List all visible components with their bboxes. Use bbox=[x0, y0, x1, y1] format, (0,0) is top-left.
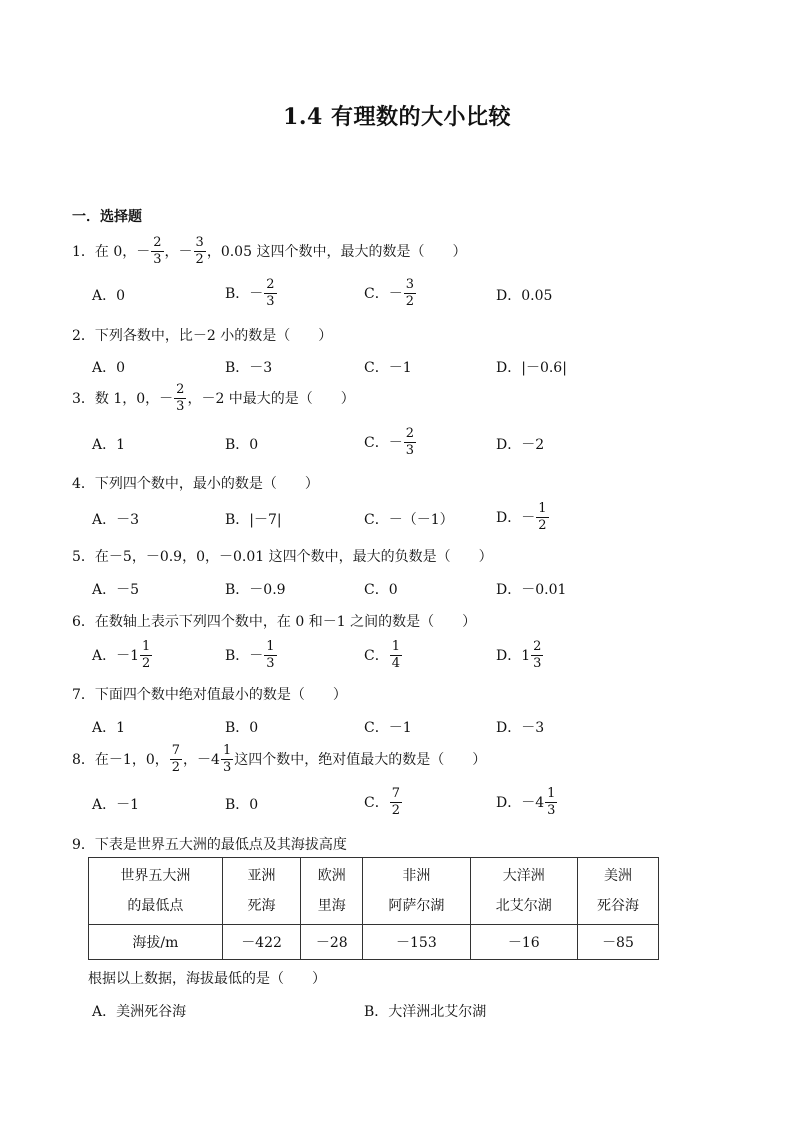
q4-option-d[interactable] bbox=[496, 502, 550, 532]
header-line-1: 非洲 bbox=[402, 868, 431, 884]
q1-option-c[interactable] bbox=[364, 278, 417, 308]
q6-option-c-den: 4 bbox=[391, 655, 400, 671]
table-header-row bbox=[89, 858, 659, 925]
q1-fraction-2-den: 2 bbox=[195, 251, 204, 267]
question-5: 5．在－5，－0.9，0，－0.01 这四个数中，最大的负数是（ ） bbox=[72, 549, 493, 565]
q1-fraction-1-den: 3 bbox=[153, 251, 162, 267]
header-line-2: 死海 bbox=[247, 898, 276, 914]
q7-option-c[interactable]: C．－1 bbox=[364, 720, 412, 736]
header-line-1: 欧洲 bbox=[317, 868, 346, 884]
q3-option-c[interactable] bbox=[364, 427, 417, 457]
q1-fraction-2-num: 3 bbox=[195, 235, 204, 250]
q8-fraction-1 bbox=[170, 744, 182, 774]
q6-option-b-fraction bbox=[264, 640, 276, 670]
q1-fraction-2 bbox=[194, 236, 206, 266]
q4-option-c[interactable]: C．－（－1） bbox=[364, 512, 454, 528]
q6-option-a-fraction bbox=[140, 640, 152, 670]
q6-option-b-num: 1 bbox=[266, 639, 275, 654]
q3-option-c-pre: C．－ bbox=[364, 435, 403, 452]
q5-option-c[interactable]: C．0 bbox=[364, 582, 398, 598]
q5-option-a[interactable]: A．－5 bbox=[92, 582, 140, 598]
q6-option-b-den: 3 bbox=[266, 655, 275, 671]
q8-fraction-2 bbox=[221, 744, 233, 774]
q8-option-c-den: 2 bbox=[391, 802, 400, 818]
question-7: 7．下面四个数中绝对值最小的数是（ ） bbox=[72, 687, 347, 703]
page-title: 1.4 有理数的大小比较 bbox=[283, 104, 511, 130]
table-header-cell bbox=[363, 858, 470, 925]
table-header-cell bbox=[222, 858, 301, 925]
q3-fraction-num: 2 bbox=[176, 382, 185, 397]
q8-option-c-pre: C． bbox=[364, 795, 389, 812]
q8-fraction-1-num: 7 bbox=[171, 743, 181, 758]
q8-option-c-num: 7 bbox=[391, 786, 400, 801]
header-line-2: 里海 bbox=[317, 898, 346, 914]
q6-option-c-num: 1 bbox=[391, 639, 400, 654]
table-cell: －16 bbox=[470, 925, 577, 960]
question-8 bbox=[72, 744, 486, 774]
q1-fraction-1-num: 2 bbox=[153, 235, 162, 250]
section-heading: 一．选择题 bbox=[72, 209, 142, 225]
q4-option-d-pre: D．－ bbox=[496, 510, 536, 527]
q6-option-d-den: 3 bbox=[533, 655, 542, 671]
q2-option-d[interactable]: D．|－0.6| bbox=[496, 360, 567, 376]
q6-option-a-den: 2 bbox=[142, 655, 151, 671]
q6-option-d-pre: D．1 bbox=[496, 648, 531, 665]
q2-option-b[interactable]: B．－3 bbox=[225, 360, 273, 376]
lowest-points-table bbox=[88, 857, 659, 960]
q8-option-d-pre: D．－4 bbox=[496, 795, 545, 812]
q3-option-c-num: 2 bbox=[405, 426, 414, 441]
q2-option-c[interactable]: C．－1 bbox=[364, 360, 412, 376]
q7-option-b[interactable]: B．0 bbox=[225, 720, 259, 736]
q1-option-a[interactable]: A．0 bbox=[92, 288, 126, 304]
q1-option-b-fraction bbox=[264, 278, 276, 308]
q1-option-b[interactable] bbox=[225, 278, 278, 308]
q1-option-c-fraction bbox=[404, 278, 416, 308]
q7-option-d[interactable]: D．－3 bbox=[496, 720, 545, 736]
q8-text-pre: 8．在－1，0， bbox=[72, 752, 169, 769]
q6-option-c-pre: C． bbox=[364, 648, 389, 665]
q6-option-a-num: 1 bbox=[142, 639, 151, 654]
header-line-1: 亚洲 bbox=[247, 868, 276, 884]
q1-text-mid: ，－ bbox=[164, 244, 193, 261]
header-line-1: 大洋洲 bbox=[502, 868, 545, 884]
q3-fraction bbox=[174, 383, 186, 413]
q6-option-a-pre: A．－1 bbox=[92, 648, 140, 665]
header-line-2: 的最低点 bbox=[127, 898, 184, 914]
q9-option-a[interactable]: A．美洲死谷海 bbox=[92, 1004, 187, 1020]
q8-fraction-2-num: 1 bbox=[222, 743, 232, 758]
q6-option-d-num: 2 bbox=[533, 639, 542, 654]
q8-fraction-2-den: 3 bbox=[222, 759, 232, 775]
table-cell: －422 bbox=[222, 925, 301, 960]
q6-option-c[interactable] bbox=[364, 640, 403, 670]
question-4: 4．下列四个数中，最小的数是（ ） bbox=[72, 476, 319, 492]
q4-option-d-den: 2 bbox=[538, 517, 547, 533]
q6-option-b[interactable] bbox=[225, 640, 278, 670]
q8-option-c-fraction bbox=[390, 787, 402, 817]
q6-option-b-pre: B．－ bbox=[225, 648, 264, 665]
q9-option-b[interactable]: B．大洋洲北艾尔湖 bbox=[364, 1004, 487, 1020]
q3-option-c-den: 3 bbox=[405, 442, 414, 458]
header-line-1: 美洲 bbox=[603, 868, 632, 884]
question-9: 9．下表是世界五大洲的最低点及其海拔高度 bbox=[72, 837, 347, 853]
table-cell: 海拔/m bbox=[89, 925, 223, 960]
q8-option-d-fraction bbox=[545, 787, 557, 817]
q1-option-d[interactable]: D．0.05 bbox=[496, 288, 553, 304]
q4-option-d-num: 1 bbox=[538, 501, 547, 516]
q1-option-b-den: 3 bbox=[266, 293, 275, 309]
question-6: 6．在数轴上表示下列四个数中，在 0 和－1 之间的数是（ ） bbox=[72, 614, 477, 630]
table-cell: －85 bbox=[577, 925, 658, 960]
table-header-cell bbox=[470, 858, 577, 925]
q6-option-d[interactable] bbox=[496, 640, 544, 670]
q1-option-b-pre: B．－ bbox=[225, 286, 264, 303]
question-3 bbox=[72, 383, 355, 413]
question-2: 2．下列各数中，比－2 小的数是（ ） bbox=[72, 328, 333, 344]
table-header-cell bbox=[89, 858, 223, 925]
table-cell: －153 bbox=[363, 925, 470, 960]
q3-fraction-den: 3 bbox=[176, 398, 185, 414]
header-line-1: 世界五大洲 bbox=[120, 868, 191, 884]
q1-option-c-num: 3 bbox=[405, 277, 414, 292]
q5-option-d[interactable]: D．－0.01 bbox=[496, 582, 567, 598]
table-header-cell bbox=[577, 858, 658, 925]
question-9-prompt: 根据以上数据，海拔最低的是（ ） bbox=[88, 971, 326, 987]
table-header-cell bbox=[301, 858, 363, 925]
q3-text-post: ，－2 中最大的是（ ） bbox=[187, 391, 355, 408]
q3-text-pre: 3．数 1，0，－ bbox=[72, 391, 174, 408]
q8-option-d-num: 1 bbox=[547, 786, 556, 801]
q1-option-c-pre: C．－ bbox=[364, 286, 403, 303]
q8-option-d-den: 3 bbox=[547, 802, 556, 818]
q4-option-b[interactable]: B．|－7| bbox=[225, 512, 282, 528]
q1-option-b-num: 2 bbox=[266, 277, 275, 292]
q1-fraction-1 bbox=[151, 236, 163, 266]
q6-option-d-fraction bbox=[531, 640, 543, 670]
q1-option-c-den: 2 bbox=[405, 293, 414, 309]
q3-option-a[interactable]: A．1 bbox=[92, 437, 126, 453]
q1-text-pre: 1．在 0，－ bbox=[72, 244, 151, 261]
q8-text-post: 这四个数中，绝对值最大的数是（ ） bbox=[234, 752, 487, 769]
q5-option-b[interactable]: B．－0.9 bbox=[225, 582, 286, 598]
q8-option-c[interactable] bbox=[364, 787, 403, 817]
q8-option-d[interactable] bbox=[496, 787, 558, 817]
q6-option-c-fraction bbox=[390, 640, 402, 670]
q3-option-b[interactable]: B．0 bbox=[225, 437, 259, 453]
q8-option-a[interactable]: A．－1 bbox=[92, 797, 140, 813]
q4-option-d-fraction bbox=[536, 502, 548, 532]
q1-text-post: ，0.05 这四个数中，最大的数是（ ） bbox=[206, 244, 467, 261]
q3-option-c-fraction bbox=[404, 427, 416, 457]
header-line-2: 死谷海 bbox=[596, 898, 639, 914]
q6-option-a[interactable] bbox=[92, 640, 153, 670]
table-row bbox=[89, 925, 659, 960]
q3-option-d[interactable]: D．－2 bbox=[496, 437, 545, 453]
q8-fraction-1-den: 2 bbox=[171, 759, 181, 775]
q7-option-a[interactable]: A．1 bbox=[92, 720, 126, 736]
q8-text-mid: ，－4 bbox=[183, 752, 220, 769]
q8-option-b[interactable]: B．0 bbox=[225, 797, 259, 813]
header-line-2: 阿萨尔湖 bbox=[388, 898, 445, 914]
table-cell: －28 bbox=[301, 925, 363, 960]
header-line-2: 北艾尔湖 bbox=[495, 898, 552, 914]
q2-option-a[interactable]: A．0 bbox=[92, 360, 126, 376]
q4-option-a[interactable]: A．－3 bbox=[92, 512, 140, 528]
question-1 bbox=[72, 236, 466, 266]
